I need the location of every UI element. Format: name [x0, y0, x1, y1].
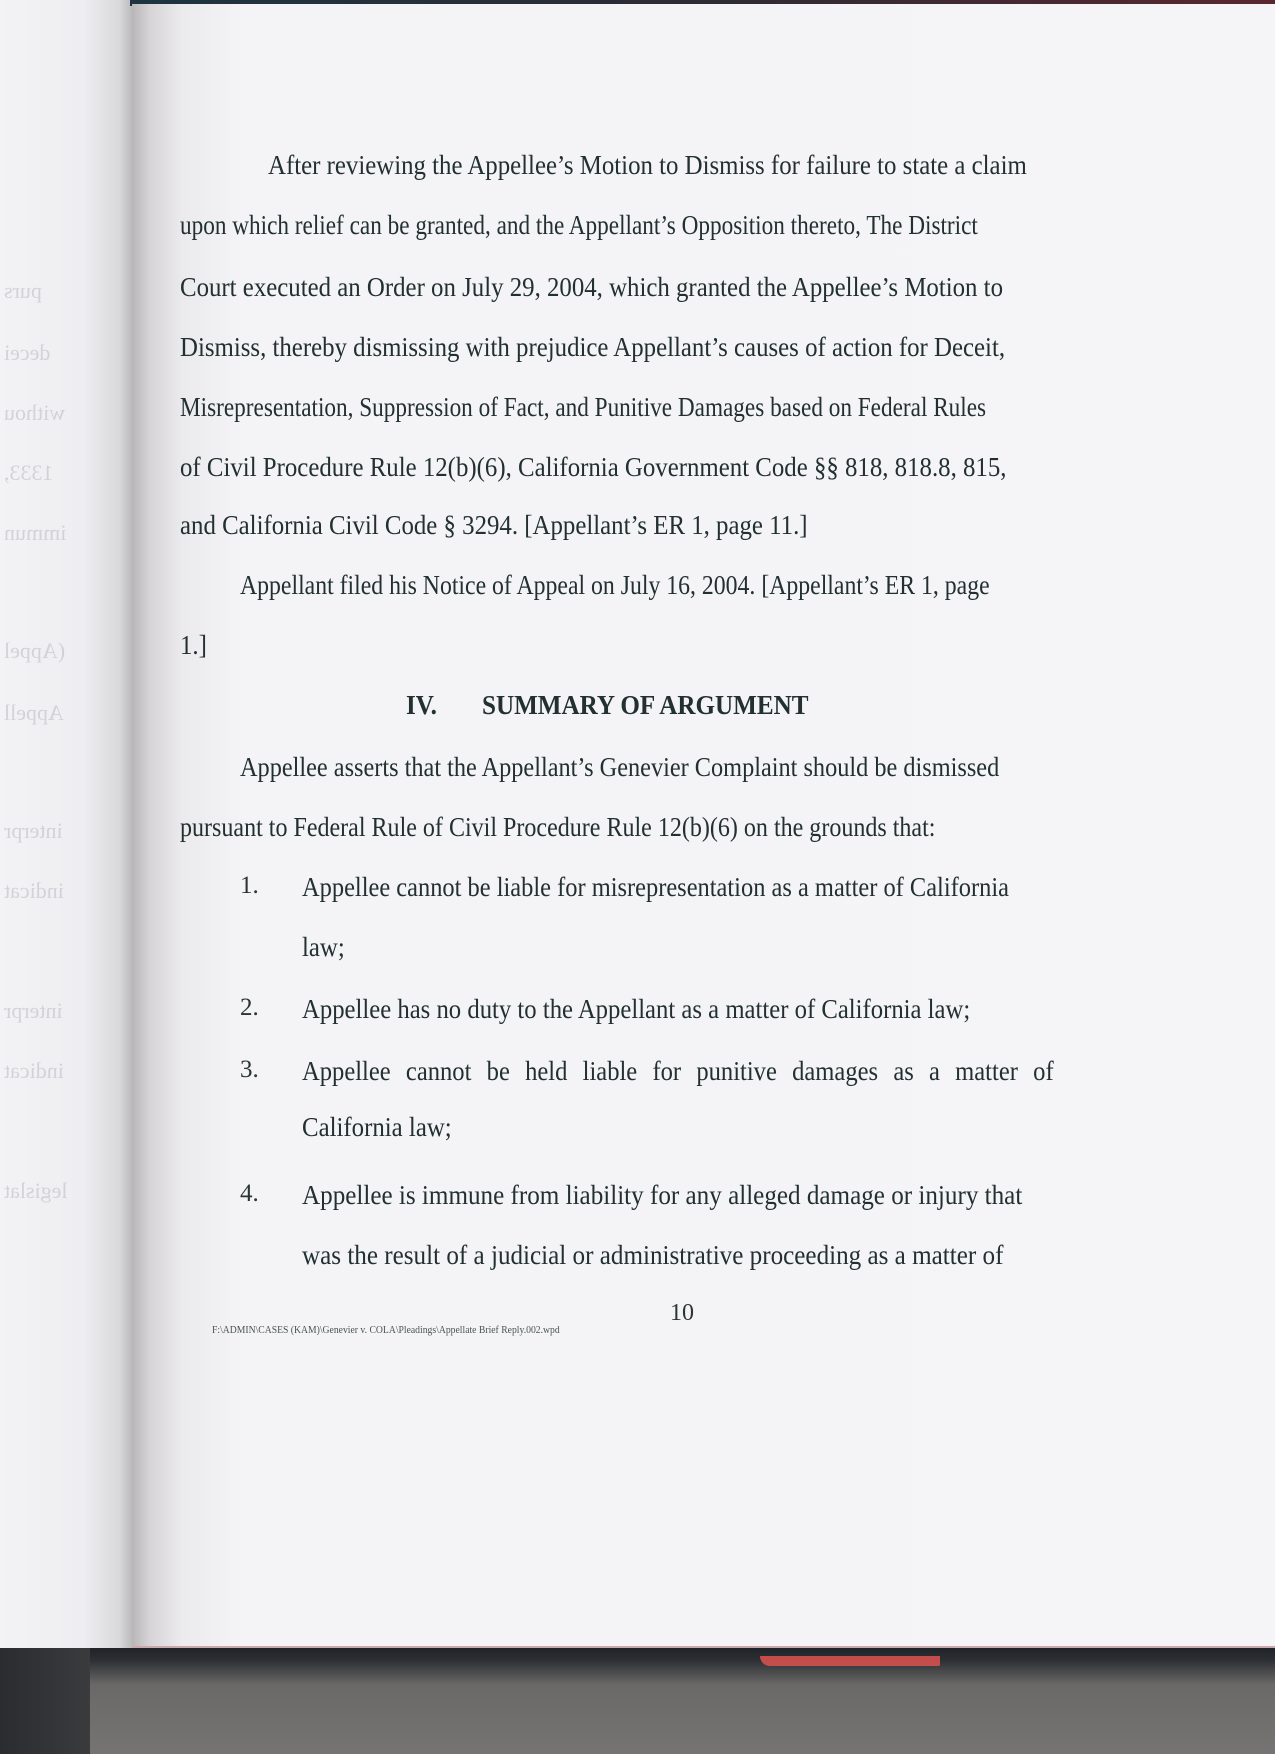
paragraph-line: Court executed an Order on July 29, 2004, which granted the Appellee’s Motion to: [180, 272, 1003, 302]
bleed-text: withou: [4, 400, 66, 425]
bleed-text: legislat: [4, 1178, 68, 1203]
paragraph-line: After reviewing the Appellee’s Motion to Dismiss for failure to state a claim: [268, 150, 1027, 180]
paragraph-line: Appellant filed his Notice of Appeal on July 16, 2004. [Appellant’s ER 1, page: [240, 570, 990, 600]
paragraph-line: Appellee asserts that the Appellant’s Genevier Complaint should be dismissed: [240, 752, 1000, 782]
bleed-text: decei: [4, 340, 51, 365]
list-number: 4.: [240, 1180, 259, 1207]
bleed-text: (Appel: [4, 638, 66, 663]
red-tab-edge: [760, 1656, 940, 1666]
list-number: 3.: [240, 1056, 259, 1083]
footer-file-path: F:\ADMIN\CASES (KAM)\Genevier v. COLA\Pleadings\Appellate Brief Reply.002.wpd: [212, 1324, 560, 1336]
list-item-line: law;: [302, 932, 345, 962]
section-title: SUMMARY OF ARGUMENT: [482, 690, 809, 720]
list-item-line: Appellee is immune from liability for any alleged damage or injury that: [302, 1180, 1023, 1210]
paragraph-line: 1.]: [180, 630, 207, 660]
list-item-line: Appellee cannot be held liable for punitive damages as a matter of: [302, 1056, 1054, 1086]
bleed-text: interpr: [4, 998, 63, 1023]
page-number: 10: [670, 1300, 694, 1326]
desk-surface-left: [0, 1645, 90, 1754]
bleed-text: indicat: [4, 1058, 64, 1083]
list-number: 1.: [240, 872, 259, 899]
bleed-text: 1333,: [4, 460, 54, 485]
section-number: IV.: [406, 690, 437, 720]
previous-page-edge: [0, 0, 140, 1648]
paragraph-line: Misrepresentation, Suppression of Fact, and Punitive Damages based on Federal Rules: [180, 392, 987, 422]
list-item-line: California law;: [302, 1112, 452, 1142]
bleed-text: Appell: [4, 700, 64, 725]
bleed-text: interpr: [4, 818, 63, 843]
list-item-line: was the result of a judicial or administrative proceeding as a matter of: [302, 1240, 1004, 1270]
paragraph-line: of Civil Procedure Rule 12(b)(6), California Government Code §§ 818, 818.8, 815,: [180, 452, 1007, 482]
bleed-text: indicat: [4, 878, 64, 903]
paragraph-line: Dismiss, thereby dismissing with prejudice Appellant’s causes of action for Deceit,: [180, 332, 1006, 362]
bleed-text: immun: [4, 520, 67, 545]
paragraph-line: pursuant to Federal Rule of Civil Procedure Rule 12(b)(6) on the grounds that:: [180, 812, 936, 842]
list-number: 2.: [240, 994, 259, 1021]
document-page: [132, 4, 1275, 1648]
paragraph-line: upon which relief can be granted, and the Appellant’s Opposition thereto, The District: [180, 210, 978, 240]
paragraph-line: and California Civil Code § 3294. [Appellant’s ER 1, page 11.]: [180, 510, 808, 540]
list-item-line: Appellee has no duty to the Appellant as a matter of California law;: [302, 994, 971, 1024]
desk-surface: [0, 1645, 1275, 1754]
bleed-text: purs: [4, 278, 42, 303]
list-item-line: Appellee cannot be liable for misrepresentation as a matter of California: [302, 872, 1009, 902]
